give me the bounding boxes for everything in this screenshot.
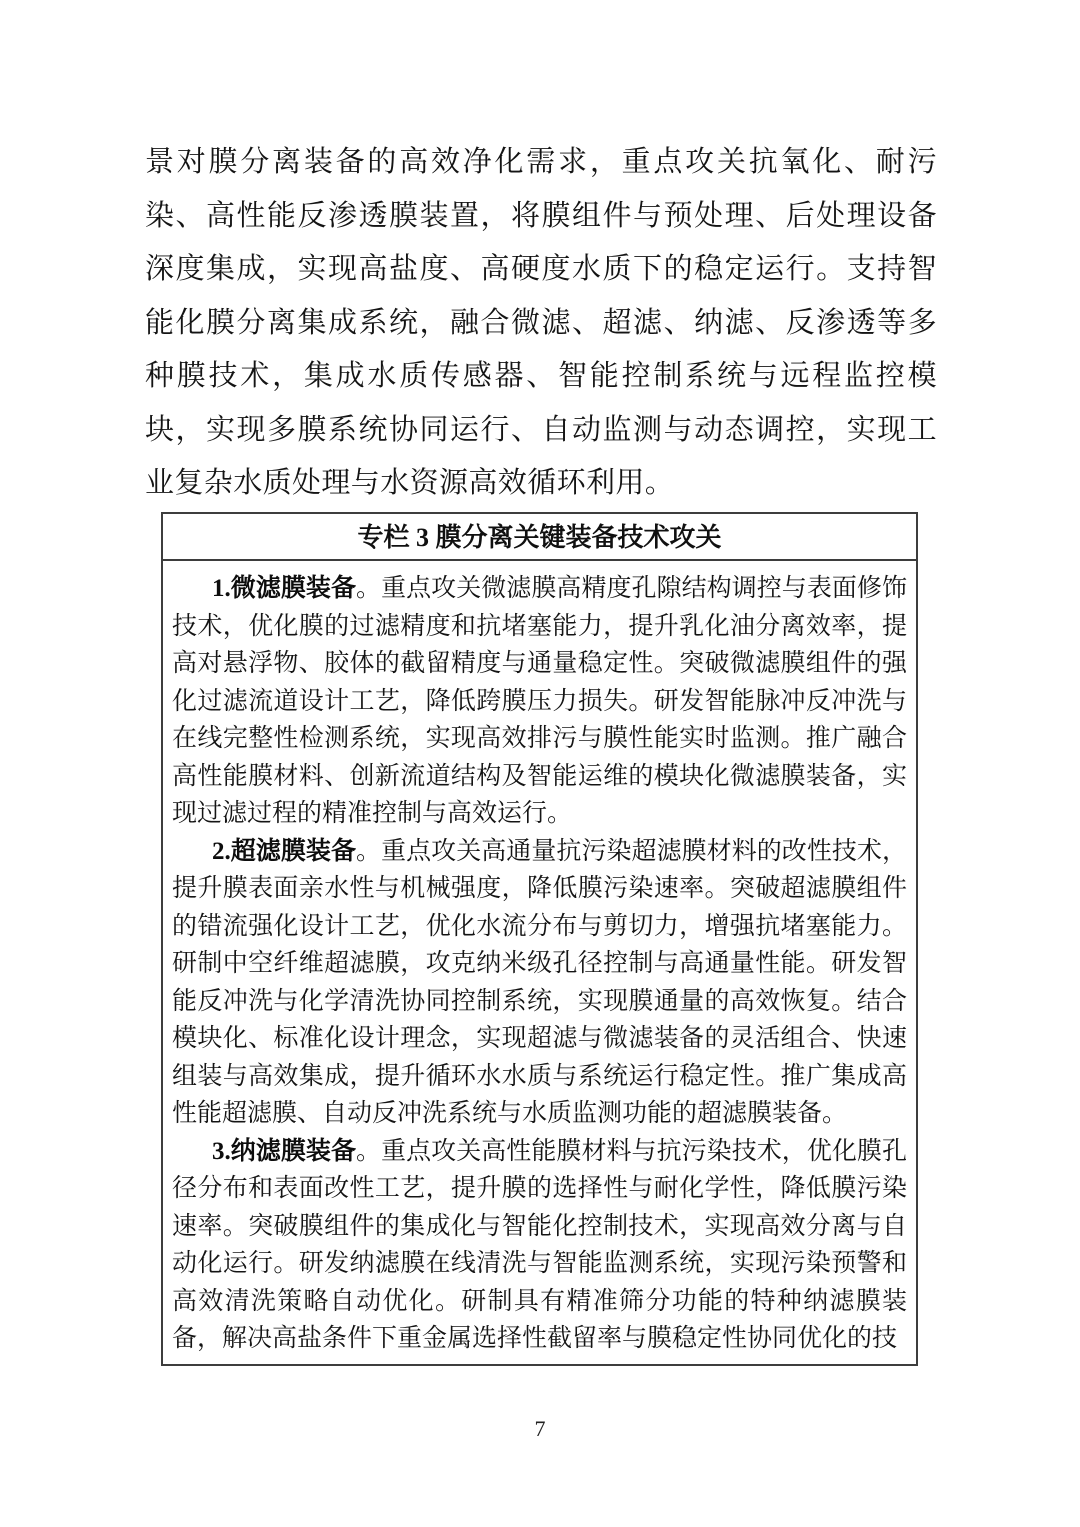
box-section-ultrafiltration-text: 。重点攻关高通量抗污染超滤膜材料的改性技术，提升膜表面亲水性与机械强度，降低膜污染速率。突破超滤膜组件的错流强化设计工艺，优化水流分布与剪切力，增强抗堵塞能力。研制中空纤维超滤膜，攻克纳米级孔径控制与高通量性能。研发智能反冲洗与化学清洗协同控制系统，实现膜通量的高效恢复。结合模块化、标准化设计理念，实现超滤与微滤装备的灵活组合、快速组装与高效集成，提升循环水水质与系统运行稳定性。推广集成高性能超滤膜、自动反冲洗系统与水质监测功能的超滤膜装备。 <box>172 837 907 1127</box>
box-section-microfiltration-text: 。重点攻关微滤膜高精度孔隙结构调控与表面修饰技术，优化膜的过滤精度和抗堵塞能力，提升乳化油分离效率，提高对悬浮物、胶体的截留精度与通量稳定性。突破微滤膜组件的强化过滤流道设计工艺，降低跨膜压力损失。研发智能脉冲反冲洗与在线完整性检测系统，实现高效排污与膜性能实时监测。推广融合高性能膜材料、创新流道结构及智能运维的模块化微滤膜装备，实现过滤过程的精准控制与高效运行。 <box>172 575 907 827</box>
callout-box-title: 专栏 3 膜分离关键装备技术攻关 <box>163 514 916 561</box>
box-section-ultrafiltration <box>172 833 907 1133</box>
box-section-nanofiltration <box>172 1133 907 1358</box>
box-section-nanofiltration-label: 3.纳滤膜装备 <box>212 1137 357 1165</box>
page-number: 7 <box>534 1416 546 1441</box>
box-section-microfiltration-label: 1.微滤膜装备 <box>212 575 357 602</box>
intro-paragraph: 景对膜分离装备的高效净化需求，重点攻关抗氧化、耐污染、高性能反渗透膜装置，将膜组件与预处理、后处理设备深度集成，实现高盐度、高硬度水质下的稳定运行。支持智能化膜分离集成系统，融合微滤、超滤、纳滤、反渗透等多种膜技术，集成水质传感器、智能控制系统与远程监控模块，实现多膜系统协同运行、自动监测与动态调控，实现工业复杂水质处理与水资源高效循环利用。 <box>145 146 937 499</box>
box-section-ultrafiltration-label: 2.超滤膜装备 <box>212 837 357 865</box>
callout-box-body <box>163 561 916 1364</box>
box-section-microfiltration <box>172 570 907 833</box>
box-section-nanofiltration-text: 。重点攻关高性能膜材料与抗污染技术，优化膜孔径分布和表面改性工艺，提升膜的选择性与耐化学性，降低膜污染速率。突破膜组件的集成化与智能化控制技术，实现高效分离与自动化运行。研发纳滤膜在线清洗与智能监测系统，实现污染预警和高效清洗策略自动优化。研制具有精准筛分功能的特种纳滤膜装备，解决高盐条件下重金属选择性截留率与膜稳定性协同优化的技 <box>172 1137 907 1352</box>
callout-box-column3 <box>161 512 918 1366</box>
